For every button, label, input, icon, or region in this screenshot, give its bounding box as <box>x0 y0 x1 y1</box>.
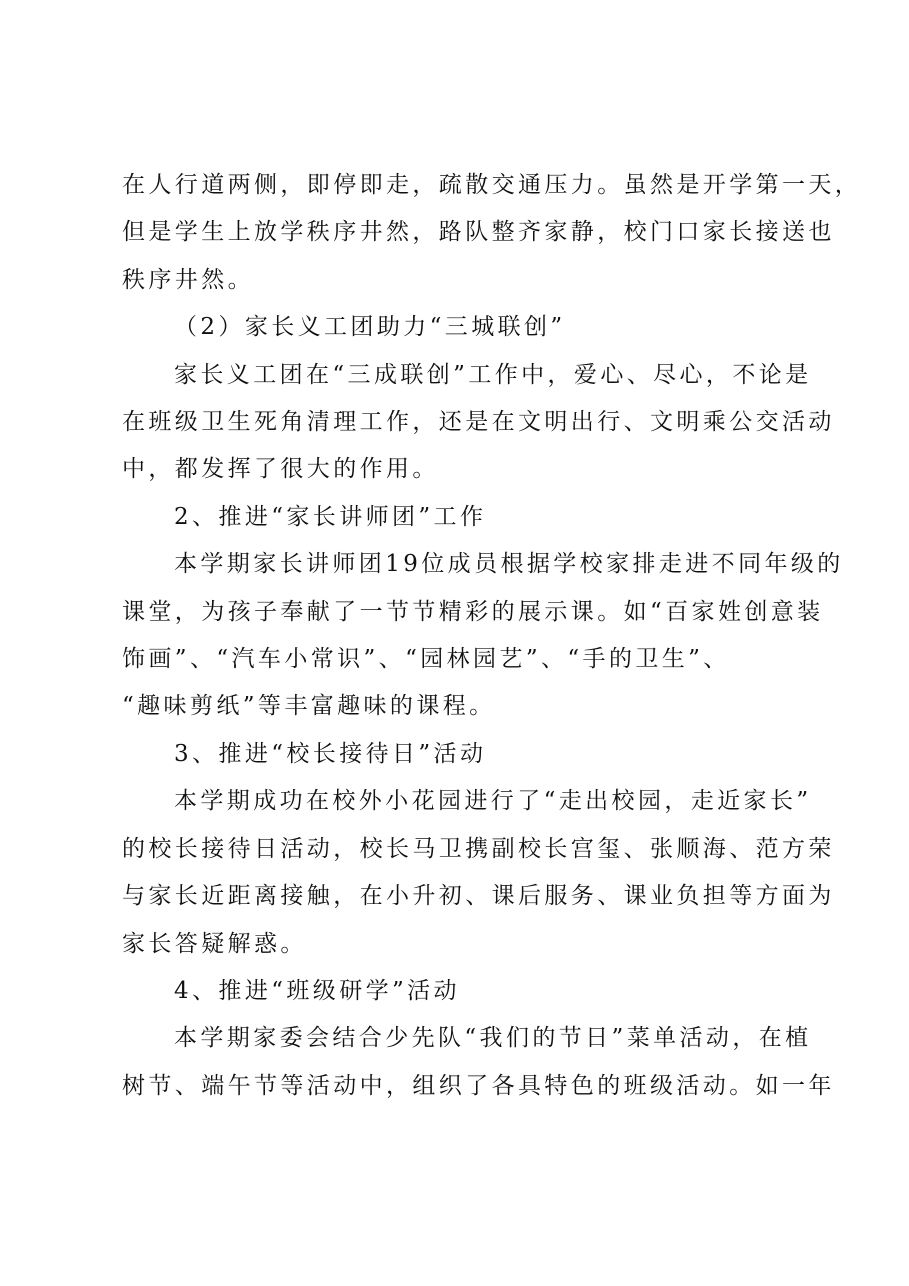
section-heading: （2）家长义工团助力“三城联创” <box>174 314 566 341</box>
text-line: 本学期成功在校外小花园进行了“走出校园，走近家长” <box>174 788 812 815</box>
section-heading: 2、推进“家长讲师团”工作 <box>174 503 487 530</box>
text-line: 饰画”、“汽车小常识”、“园林园艺”、“手的卫生”、 <box>122 646 730 673</box>
text-line: 但是学生上放学秩序井然，路队整齐家静，校门口家长接送也 <box>122 219 835 246</box>
text-line: 本学期家长讲师团19位成员根据学校家排走进不同年级的 <box>174 551 844 578</box>
text-line: 秩序井然。 <box>122 266 254 293</box>
text-line: 家长义工团在“三成联创”工作中，爱心、尽心，不论是 <box>174 361 812 388</box>
text-line: “趣味剪纸”等丰富趣味的课程。 <box>122 693 496 720</box>
text-line: 家长答疑解惑。 <box>122 930 307 957</box>
text-line: 的校长接待日活动，校长马卫携副校长宫玺、张顺海、范方荣 <box>122 835 835 862</box>
text-line: 与家长近距离接触，在小升初、课后服务、课业负担等方面为 <box>122 883 835 910</box>
text-line: 在班级卫生死角清理工作，还是在文明出行、文明乘公交活动 <box>122 409 835 436</box>
section-heading: 4、推进“班级研学”活动 <box>174 977 460 1004</box>
text-line: 课堂，为孩子奉献了一节节精彩的展示课。如“百家姓创意装 <box>122 598 824 625</box>
text-line: 中，都发挥了很大的作用。 <box>122 456 439 483</box>
section-heading: 3、推进“校长接待日”活动 <box>174 740 487 767</box>
text-line: 在人行道两侧，即停即走，疏散交通压力。虽然是开学第一天， <box>122 172 862 198</box>
text-line: 树节、端午节等活动中，组织了各具特色的班级活动。如一年 <box>122 1072 835 1099</box>
document-body <box>122 162 862 1110</box>
text-line: 本学期家委会结合少先队“我们的节日”菜单活动，在植 <box>174 1025 812 1052</box>
